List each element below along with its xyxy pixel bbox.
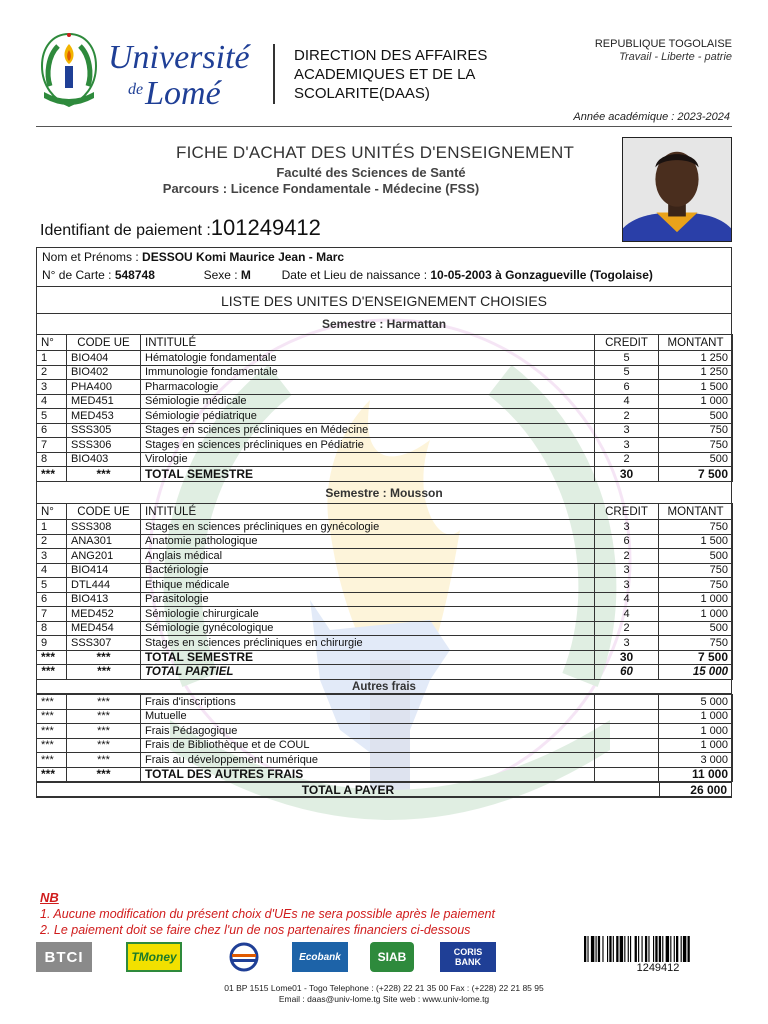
row-num: *** bbox=[37, 753, 67, 768]
row-num: *** bbox=[37, 709, 67, 724]
row-num: 6 bbox=[37, 592, 67, 607]
row-montant: 750 bbox=[659, 578, 733, 593]
row-intitule: Pharmacologie bbox=[141, 380, 595, 395]
row-montant: 500 bbox=[659, 549, 733, 564]
col-credit: CREDIT bbox=[595, 504, 659, 520]
grand-total-label: TOTAL A PAYER bbox=[301, 783, 395, 797]
row-credit: 2 bbox=[595, 409, 659, 424]
barcode bbox=[584, 936, 732, 962]
row-intitule: Anatomie pathologique bbox=[141, 534, 595, 549]
row-code: *** bbox=[67, 695, 141, 710]
row-montant: 1 000 bbox=[659, 709, 733, 724]
row-montant: 750 bbox=[659, 438, 733, 453]
table-row bbox=[37, 724, 733, 739]
student-photo bbox=[622, 137, 732, 242]
row-intitule: Stages en sciences précliniques en Médecine bbox=[141, 423, 595, 438]
row-credit: 5 bbox=[595, 365, 659, 380]
birth-value: 10-05-2003 à Gonzagueville (Togolaise) bbox=[430, 268, 653, 282]
row-credit: 4 bbox=[595, 592, 659, 607]
payment-id bbox=[40, 215, 321, 241]
row-code: MED451 bbox=[67, 394, 141, 409]
row-montant: 1 000 bbox=[659, 394, 733, 409]
table-row bbox=[37, 520, 733, 535]
row-code: SSS305 bbox=[67, 423, 141, 438]
col-num: N° bbox=[37, 504, 67, 520]
partner-logos bbox=[36, 942, 506, 978]
table-row bbox=[37, 563, 733, 578]
row-credit: 3 bbox=[595, 578, 659, 593]
partner-emblem-logo bbox=[222, 942, 266, 972]
row-intitule: Sémiologie chirurgicale bbox=[141, 607, 595, 622]
row-intitule: Frais Pédagogique bbox=[141, 724, 595, 739]
row-credit: 4 bbox=[595, 607, 659, 622]
row-code: SSS306 bbox=[67, 438, 141, 453]
row-credit: 5 bbox=[595, 351, 659, 366]
row-intitule: Frais de Bibliothèque et de COUL bbox=[141, 738, 595, 753]
row-code: MED452 bbox=[67, 607, 141, 622]
row-intitule: Anglais médical bbox=[141, 549, 595, 564]
row-credit bbox=[595, 695, 659, 710]
row-intitule: Frais au développement numérique bbox=[141, 753, 595, 768]
col-montant: MONTANT bbox=[659, 504, 733, 520]
row-intitule: Sémiologie médicale bbox=[141, 394, 595, 409]
row-montant: 500 bbox=[659, 452, 733, 467]
row-num: 5 bbox=[37, 409, 67, 424]
row-num: 4 bbox=[37, 394, 67, 409]
row-montant: 1 500 bbox=[659, 380, 733, 395]
ue-list-title: LISTE DES UNITES D'ENSEIGNEMENT CHOISIES bbox=[36, 288, 732, 314]
partner-ecobank-logo: Ecobank bbox=[292, 942, 348, 972]
footer-contact: Email : daas@univ-lome.tg Site web : www.univ-lome.tg bbox=[278, 994, 490, 1004]
row-num: 8 bbox=[37, 452, 67, 467]
row-credit bbox=[595, 753, 659, 768]
col-num: N° bbox=[37, 335, 67, 351]
row-num: *** bbox=[37, 738, 67, 753]
row-intitule: Sémiologie pédiatrique bbox=[141, 409, 595, 424]
notice-line-2: 2. Le paiement doit se faire chez l'un de nos partenaires financiers ci-dessous bbox=[40, 923, 471, 937]
table-row bbox=[37, 738, 733, 753]
col-intitule: INTITULÉ bbox=[141, 335, 595, 351]
table-row bbox=[37, 695, 733, 710]
row-montant: 1 000 bbox=[659, 607, 733, 622]
row-montant: 1 000 bbox=[659, 592, 733, 607]
table-row bbox=[37, 709, 733, 724]
row-credit: 3 bbox=[595, 636, 659, 651]
row-code: BIO402 bbox=[67, 365, 141, 380]
row-code: DTL444 bbox=[67, 578, 141, 593]
footer bbox=[0, 983, 768, 1005]
university-name-de: de bbox=[128, 81, 144, 98]
row-intitule: Parasitologie bbox=[141, 592, 595, 607]
republic-motto: Travail - Liberte - patrie bbox=[619, 51, 732, 63]
payment-id-value: 101249412 bbox=[210, 215, 321, 240]
grand-total-row bbox=[36, 782, 732, 798]
direction-title: DIRECTION DES AFFAIRES ACADEMIQUES ET DE LA SCOLARITE(DAAS) bbox=[294, 47, 488, 102]
semester1-total-row: *** *** TOTAL SEMESTRE 30 7 500 bbox=[37, 467, 733, 482]
row-code: ANG201 bbox=[67, 549, 141, 564]
row-intitule: Frais d'inscriptions bbox=[141, 695, 595, 710]
table-row bbox=[37, 592, 733, 607]
header-divider bbox=[273, 44, 275, 104]
row-credit: 3 bbox=[595, 438, 659, 453]
row-code: BIO403 bbox=[67, 452, 141, 467]
grand-total-value: 26 000 bbox=[690, 783, 727, 797]
university-name bbox=[108, 39, 263, 112]
row-credit: 2 bbox=[595, 549, 659, 564]
table-header bbox=[37, 504, 733, 520]
table-row bbox=[37, 380, 733, 395]
row-credit: 3 bbox=[595, 423, 659, 438]
semester1-title: Semestre : Harmattan bbox=[321, 317, 447, 331]
row-num: *** bbox=[37, 695, 67, 710]
academic-year: Année académique : 2023-2024 bbox=[573, 111, 730, 123]
row-code: *** bbox=[67, 753, 141, 768]
row-code: BIO414 bbox=[67, 563, 141, 578]
row-montant: 750 bbox=[659, 636, 733, 651]
row-num: 2 bbox=[37, 534, 67, 549]
col-montant: MONTANT bbox=[659, 335, 733, 351]
card-label: N° de Carte : bbox=[42, 268, 115, 282]
row-num: *** bbox=[37, 724, 67, 739]
row-montant: 500 bbox=[659, 621, 733, 636]
row-num: 7 bbox=[37, 607, 67, 622]
name-label: Nom et Prénoms : bbox=[42, 250, 143, 264]
row-num: 3 bbox=[37, 380, 67, 395]
row-intitule: Virologie bbox=[141, 452, 595, 467]
payment-id-label: Identifiant de paiement : bbox=[40, 222, 211, 239]
republic-name: REPUBLIQUE TOGOLAISE bbox=[594, 38, 732, 50]
other-fees-total-row: *** *** TOTAL DES AUTRES FRAIS 11 000 bbox=[37, 767, 733, 782]
university-seal-logo bbox=[36, 30, 102, 110]
partner-btci-logo: BTCI bbox=[36, 942, 92, 972]
partner-coris-logo: CORIS BANK bbox=[440, 942, 496, 972]
partial-total-row: *** *** TOTAL PARTIEL 60 15 000 bbox=[37, 665, 733, 680]
table-row bbox=[37, 621, 733, 636]
row-code: MED453 bbox=[67, 409, 141, 424]
row-montant: 1 250 bbox=[659, 365, 733, 380]
row-credit: 3 bbox=[595, 563, 659, 578]
row-credit: 6 bbox=[595, 534, 659, 549]
row-code: BIO413 bbox=[67, 592, 141, 607]
row-num: 4 bbox=[37, 563, 67, 578]
semester2-total-row: *** *** TOTAL SEMESTRE 30 7 500 bbox=[37, 650, 733, 665]
partner-siab-logo: SIAB bbox=[370, 942, 414, 972]
table-row bbox=[37, 452, 733, 467]
row-intitule: Stages en sciences précliniques en gynécologie bbox=[141, 520, 595, 535]
header-rule bbox=[36, 126, 732, 127]
other-fees-table bbox=[36, 694, 733, 782]
semester1-table bbox=[36, 334, 733, 482]
row-num: 9 bbox=[37, 636, 67, 651]
col-credit: CREDIT bbox=[595, 335, 659, 351]
table-row bbox=[37, 636, 733, 651]
notice-line-1: 1. Aucune modification du présent choix d'UEs ne sera possible après le paiement bbox=[40, 907, 495, 921]
other-fees-title: Autres frais bbox=[36, 680, 732, 694]
faculty-name: Faculté des Sciences de Santé bbox=[276, 165, 466, 180]
row-num: 5 bbox=[37, 578, 67, 593]
student-info bbox=[36, 247, 732, 287]
row-credit: 2 bbox=[595, 621, 659, 636]
row-credit: 2 bbox=[595, 452, 659, 467]
row-code: PHA400 bbox=[67, 380, 141, 395]
row-montant: 1 250 bbox=[659, 351, 733, 366]
row-num: 7 bbox=[37, 438, 67, 453]
row-credit bbox=[595, 724, 659, 739]
row-credit bbox=[595, 709, 659, 724]
row-montant: 750 bbox=[659, 423, 733, 438]
row-num: 1 bbox=[37, 520, 67, 535]
row-credit: 3 bbox=[595, 520, 659, 535]
footer-address: 01 BP 1515 Lome01 - Togo Telephone : (+228) 22 21 35 00 Fax : (+228) 22 21 85 95 bbox=[224, 983, 544, 993]
row-code: ANA301 bbox=[67, 534, 141, 549]
col-code: CODE UE bbox=[67, 335, 141, 351]
row-code: *** bbox=[67, 709, 141, 724]
row-code: *** bbox=[67, 738, 141, 753]
row-montant: 1 500 bbox=[659, 534, 733, 549]
table-row bbox=[37, 438, 733, 453]
document-title: FICHE D'ACHAT DES UNITÉS D'ENSEIGNEMENT bbox=[176, 143, 575, 162]
row-credit bbox=[595, 738, 659, 753]
row-intitule: Mutuelle bbox=[141, 709, 595, 724]
table-row bbox=[37, 351, 733, 366]
table-row bbox=[37, 534, 733, 549]
sex-value: M bbox=[240, 268, 251, 282]
row-code: BIO404 bbox=[67, 351, 141, 366]
table-row bbox=[37, 549, 733, 564]
row-montant: 1 000 bbox=[659, 738, 733, 753]
row-intitule: Hématologie fondamentale bbox=[141, 351, 595, 366]
table-row bbox=[37, 578, 733, 593]
notice bbox=[40, 890, 495, 938]
row-montant: 750 bbox=[659, 520, 733, 535]
row-num: 8 bbox=[37, 621, 67, 636]
student-name: DESSOU Komi Maurice Jean - Marc bbox=[142, 250, 345, 264]
row-montant: 1 000 bbox=[659, 724, 733, 739]
university-name-line2: Lomé bbox=[145, 75, 221, 112]
card-number: 548748 bbox=[114, 268, 155, 282]
col-intitule: INTITULÉ bbox=[141, 504, 595, 520]
row-intitule: Bactériologie bbox=[141, 563, 595, 578]
program-name: Parcours : Licence Fondamentale - Médecine (FSS) bbox=[162, 181, 480, 196]
republic-block bbox=[595, 38, 732, 64]
table-row bbox=[37, 753, 733, 768]
university-name-line1: Université bbox=[108, 39, 250, 76]
row-montant: 3 000 bbox=[659, 753, 733, 768]
row-code: *** bbox=[67, 724, 141, 739]
row-code: MED454 bbox=[67, 621, 141, 636]
table-row bbox=[37, 423, 733, 438]
row-intitule: Stages en sciences précliniques en chirurgie bbox=[141, 636, 595, 651]
table-row bbox=[37, 365, 733, 380]
row-num: 3 bbox=[37, 549, 67, 564]
semester2-title: Semestre : Mousson bbox=[325, 486, 443, 500]
table-header bbox=[37, 335, 733, 351]
row-num: 1 bbox=[37, 351, 67, 366]
notice-title: NB bbox=[40, 890, 59, 905]
row-code: SSS307 bbox=[67, 636, 141, 651]
row-num: 2 bbox=[37, 365, 67, 380]
birth-label: Date et Lieu de naissance : bbox=[281, 268, 431, 282]
row-credit: 6 bbox=[595, 380, 659, 395]
semester2-table bbox=[36, 503, 733, 680]
row-intitule: Immunologie fondamentale bbox=[141, 365, 595, 380]
row-code: SSS308 bbox=[67, 520, 141, 535]
row-credit: 4 bbox=[595, 394, 659, 409]
table-row bbox=[37, 409, 733, 424]
sex-label: Sexe : bbox=[203, 268, 241, 282]
row-intitule: Stages en sciences précliniques en Pédiatrie bbox=[141, 438, 595, 453]
row-num: 6 bbox=[37, 423, 67, 438]
table-row bbox=[37, 607, 733, 622]
partner-tmoney-logo: TMoney bbox=[126, 942, 182, 972]
table-row bbox=[37, 394, 733, 409]
row-montant: 750 bbox=[659, 563, 733, 578]
col-code: CODE UE bbox=[67, 504, 141, 520]
row-intitule: Sémiologie gynécologique bbox=[141, 621, 595, 636]
barcode-number: 1249412 bbox=[636, 962, 680, 974]
row-montant: 5 000 bbox=[659, 695, 733, 710]
row-intitule: Ethique médicale bbox=[141, 578, 595, 593]
row-montant: 500 bbox=[659, 409, 733, 424]
